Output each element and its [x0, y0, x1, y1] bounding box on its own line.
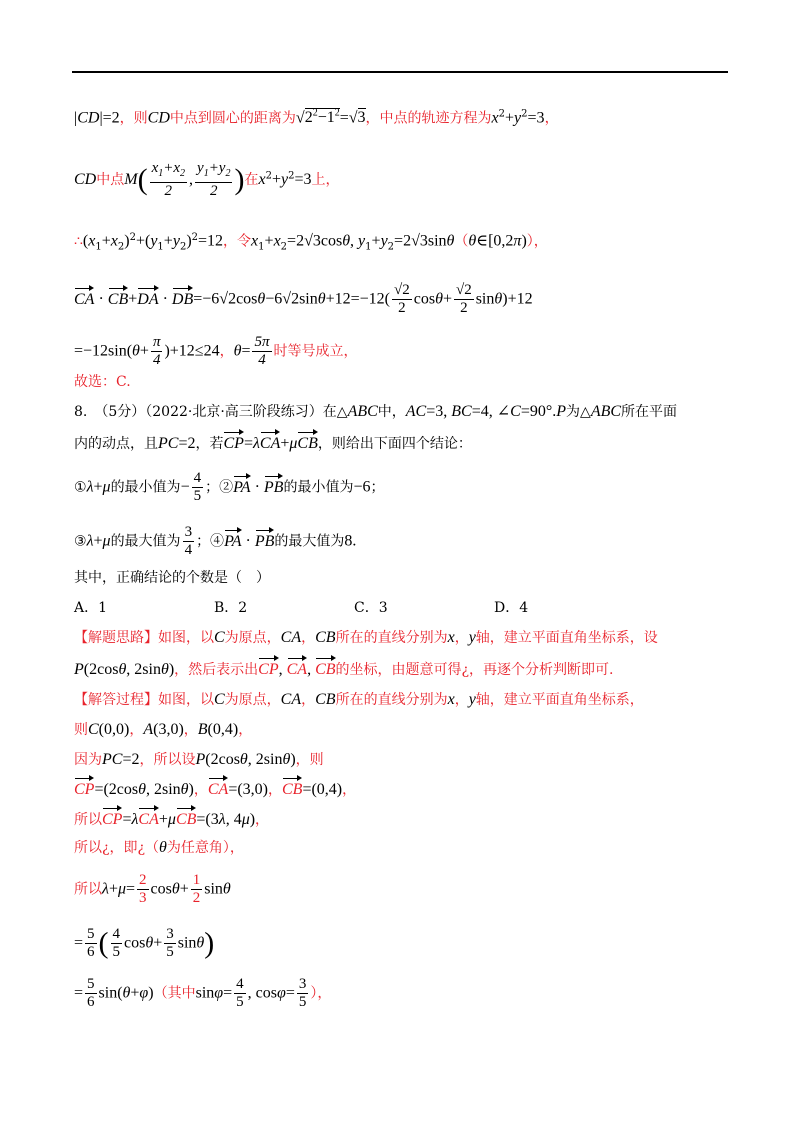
process-6: 所以¿，即¿（θ为任意角），	[74, 839, 244, 856]
q8-stem-2: 内的动点，且PC=2，若CP=λCA+μCB，则给出下面四个结论：	[74, 435, 472, 452]
solution-line-5: =−12sin(θ+ $\frac{\pi}{4}$ )+12≤24，θ= $\frac{5\pi}{4}$ 时等号成立，	[74, 334, 358, 368]
option-b: B．2	[214, 600, 248, 616]
solution-line-2: CD中点M( $\frac{x_1+x_2}{2}$ , $\frac{y_1+y_2}{2}$ )在$x^2+y^2=3$上，	[74, 160, 340, 199]
option-a: A．1	[74, 600, 108, 616]
q8-stem-1: 8. （5分）（2022·北京·高三阶段练习）在△ABC中，AC=3, BC=4, ∠C=90°.P为△ABC所在平面	[74, 403, 678, 420]
q8-conclusions-34: ③λ+μ的最大值为 $\frac{3}{4}$ ；④PA · PB的最大值为8.	[74, 524, 357, 558]
process-9: = $\frac{5}{6}$ sin(θ+φ)（其中sinφ= $\frac{4}{5}$ , cosφ= $\frac{3}{5}$ ），	[74, 976, 332, 1010]
header-rule	[72, 71, 728, 73]
solution-idea-1: 【解题思路】如图，以C为原点，CA，CB所在的直线分别为x，y轴，建立平面直角坐标系，设	[74, 629, 658, 646]
solution-line-1: |CD|=2，则CD中点到圆心的距离为$√2^2-1^2=√3$，中点的轨迹方程为$x^2+y^2=3$，	[74, 108, 559, 127]
q8-ask: 其中，正确结论的个数是（ ）	[74, 570, 270, 586]
process-tag: 【解答过程】	[74, 692, 158, 708]
process-1: 【解答过程】如图，以C为原点，CA，CB所在的直线分别为x，y轴，建立平面直角坐标系，	[74, 691, 644, 708]
process-7: 所以λ+μ= $\frac{2}{3}$ cosθ+ $\frac{1}{2}$ sinθ	[74, 872, 231, 906]
solution-line-3: $\therefore(x_1+x_2)^2+(y_1+y_2)^2=12$，令$x_1+x_2=2√3\cos\theta$, $y_1+y_2=2√3\sin\theta(\theta\in[0,2\pi))$，	[74, 232, 548, 253]
idea-tag: 【解题思路】	[74, 630, 158, 646]
q8-options	[74, 598, 634, 618]
process-4: CP=(2cosθ, 2sinθ)，CA=(3,0)，CB=(0,4)，	[74, 781, 357, 798]
process-5: 所以CP=λCA+μCB=(3λ, 4μ)，	[74, 811, 270, 828]
process-2: 则C(0,0)，A(3,0)，B(0,4)，	[74, 721, 253, 738]
solution-idea-2: P(2cosθ, 2sinθ)，然后表示出CP, CA, CB的坐标，由题意可得¿，再逐个分析判断即可.	[74, 661, 614, 678]
solution-line-4: CA · CB+DA · DB=−6√2cosθ−6√2sinθ+12=−12( $\frac{√2}{2}$ cosθ+ $\frac{√2}{2}$ sinθ)+12	[74, 282, 533, 316]
option-c: C．3	[354, 600, 388, 616]
process-8: = $\frac{5}{6}$ ( $\frac{4}{5}$ cosθ+ $\frac{3}{5}$ sinθ)	[74, 926, 215, 960]
option-d: D．4	[494, 600, 529, 616]
process-3: 因为PC=2，所以设P(2cosθ, 2sinθ)，则	[74, 751, 324, 768]
q8-conclusions-12: ①λ+μ的最小值为− $\frac{4}{5}$ ；②PA · PB的最小值为−6；	[74, 470, 385, 504]
answer-q7: 故选：C.	[74, 374, 131, 390]
